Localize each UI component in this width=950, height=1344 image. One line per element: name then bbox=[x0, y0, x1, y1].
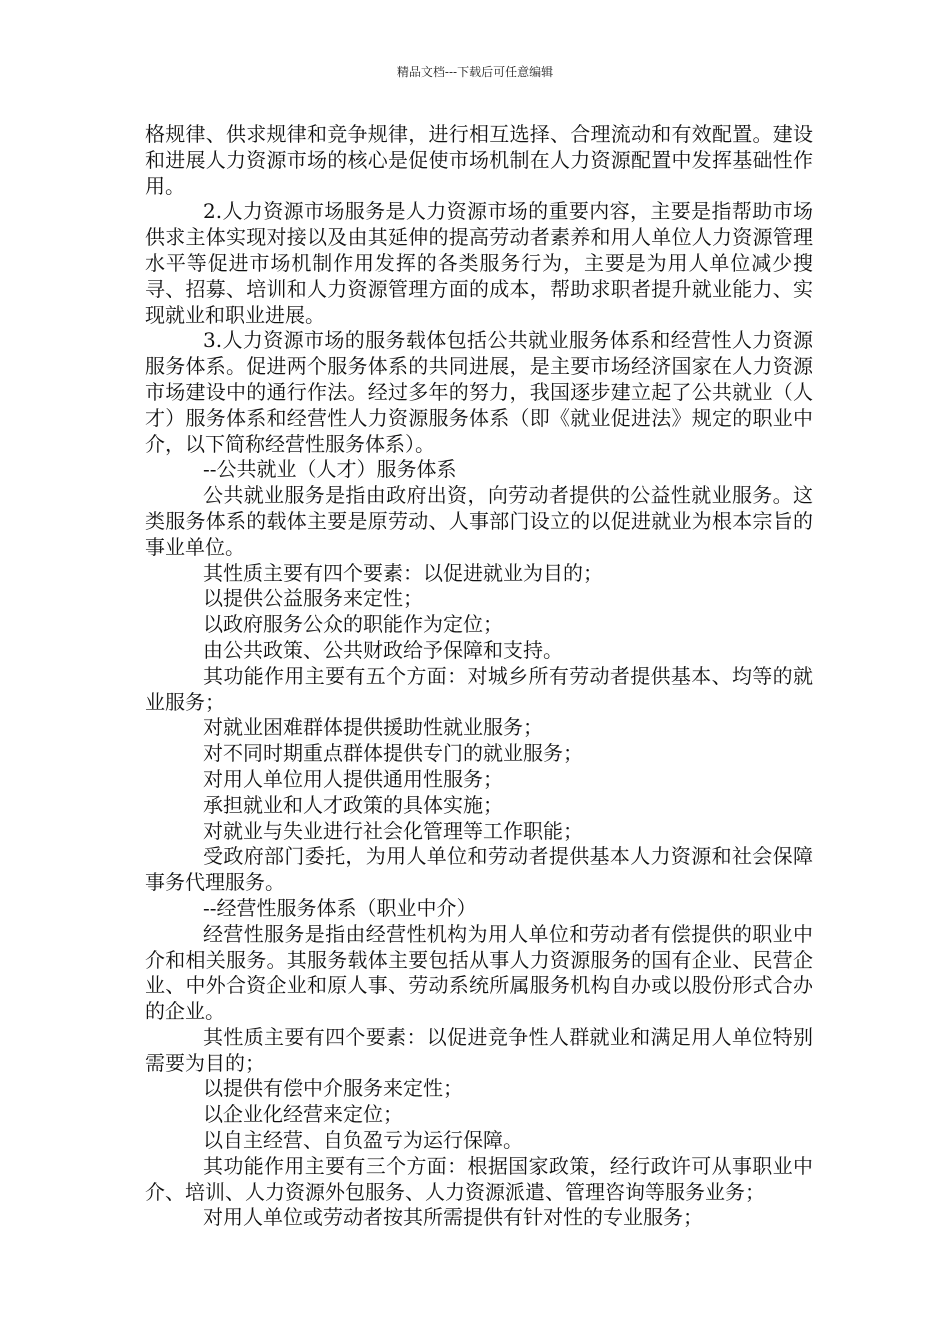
paragraph-11: 对就业困难群体提供援助性就业服务； bbox=[203, 715, 543, 740]
paragraph-10: 其功能作用主要有五个方面：对城乡所有劳动者提供基本、均等的就业服务； bbox=[145, 663, 813, 714]
paragraph-15: 对就业与失业进行社会化管理等工作职能； bbox=[203, 818, 583, 843]
paragraph-14: 承担就业和人才政策的具体实施； bbox=[203, 792, 503, 817]
paragraph-1: 格规律、供求规律和竞争规律，进行相互选择、合理流动和有效配置。建设和进展人力资源市场的核心是促使市场机制在人力资源配置中发挥基础性作用。 bbox=[145, 122, 813, 198]
paragraph-5: 公共就业服务是指由政府出资，向劳动者提供的公益性就业服务。这类服务体系的载体主要是原劳动、人事部门设立的以促进就业为根本宗旨的事业单位。 bbox=[145, 483, 813, 559]
paragraph-2: 2.人力资源市场服务是人力资源市场的重要内容，主要是指帮助市场供求主体实现对接以及由其延伸的提高劳动者素养和用人单位人力资源管理水平等促进市场机制作用发挥的各类服务行为，主要是为用人单位减少搜寻、招募、培训和人力资源管理方面的成本，帮助求职者提升就业能力、实现就业和职业进展。 bbox=[145, 199, 813, 327]
paragraph-3: 3.人力资源市场的服务载体包括公共就业服务体系和经营性人力资源服务体系。促进两个服务体系的共同进展，是主要市场经济国家在人力资源市场建设中的通行作法。经过多年的努力，我国逐步建立起了公共就业（人才）服务体系和经营性人力资源服务体系（即《就业促进法》规定的职业中介，以下简称经营性服务体系）。 bbox=[145, 328, 813, 456]
page-header: 精品文档---下载后可任意编辑 bbox=[396, 65, 554, 79]
section-heading-public-service: --公共就业（人才）服务体系 bbox=[203, 457, 457, 482]
paragraph-24: 对用人单位或劳动者按其所需提供有针对性的专业服务； bbox=[203, 1205, 703, 1230]
paragraph-19: 其性质主要有四个要素：以促进竞争性人群就业和满足用人单位特别需要为目的； bbox=[145, 1024, 813, 1075]
paragraph-7: 以提供公益服务来定性； bbox=[203, 586, 423, 611]
paragraph-22: 以自主经营、自负盈亏为运行保障。 bbox=[203, 1128, 523, 1153]
section-heading-commercial-service: --经营性服务体系（职业中介） bbox=[203, 895, 477, 920]
paragraph-12: 对不同时期重点群体提供专门的就业服务； bbox=[203, 741, 583, 766]
paragraph-21: 以企业化经营来定位； bbox=[203, 1102, 403, 1127]
paragraph-9: 由公共政策、公共财政给予保障和支持。 bbox=[203, 637, 563, 662]
paragraph-23: 其功能作用主要有三个方面：根据国家政策，经行政许可从事职业中介、培训、人力资源外包服务、人力资源派遣、管理咨询等服务业务； bbox=[145, 1153, 813, 1204]
paragraph-20: 以提供有偿中介服务来定性； bbox=[203, 1076, 463, 1101]
paragraph-16: 受政府部门委托，为用人单位和劳动者提供基本人力资源和社会保障事务代理服务。 bbox=[145, 844, 813, 895]
paragraph-13: 对用人单位用人提供通用性服务； bbox=[203, 766, 503, 791]
paragraph-8: 以政府服务公众的职能作为定位； bbox=[203, 612, 503, 637]
paragraph-18: 经营性服务是指由经营性机构为用人单位和劳动者有偿提供的职业中介和相关服务。其服务载体主要包括从事人力资源服务的国有企业、民营企业、中外合资企业和原人事、劳动系统所属服务机构自办或以股份形式合办的企业。 bbox=[145, 921, 813, 1024]
document-body bbox=[145, 122, 813, 1231]
paragraph-6: 其性质主要有四个要素：以促进就业为目的； bbox=[203, 560, 603, 585]
